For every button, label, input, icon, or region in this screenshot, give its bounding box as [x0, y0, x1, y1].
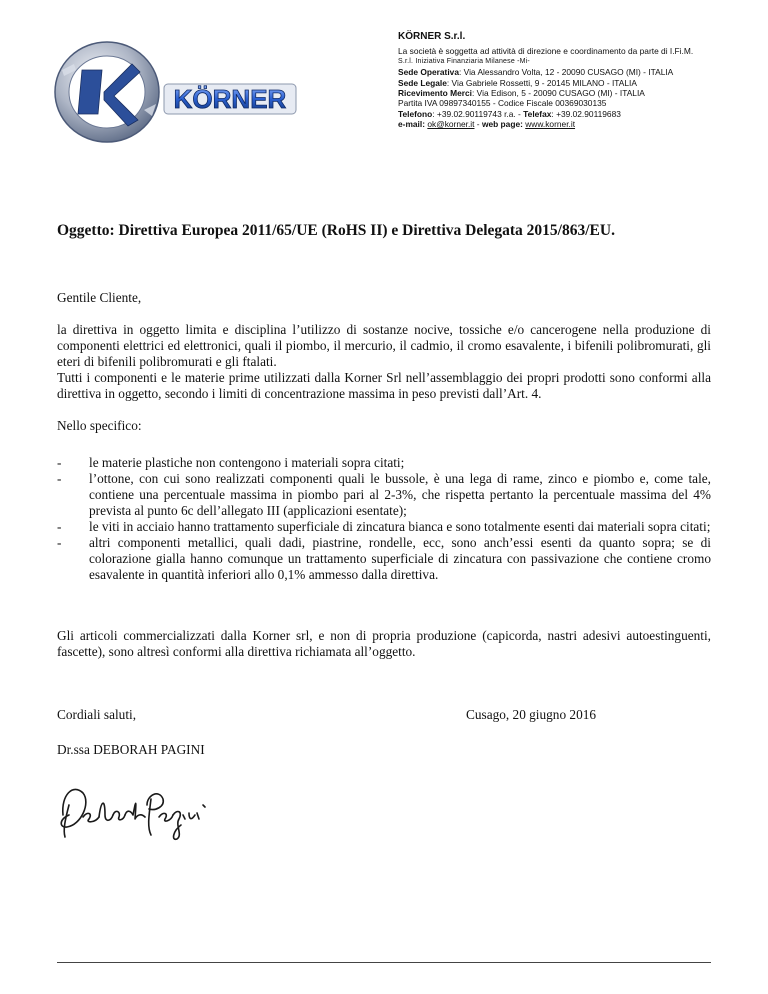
closing-greeting: Cordiali saluti, — [57, 707, 137, 722]
letter-subject: Oggetto: Direttiva Europea 2011/65/UE (RoHS II) e Direttiva Delegata 2015/863/EU. — [57, 222, 615, 239]
list-item: - le viti in acciaio hanno trattamento superficiale di zincatura bianca e sono totalmente esenti dai materiali sopra citati; — [57, 519, 711, 534]
company-piva: Partita IVA 09897340155 - Codice Fiscale 00369030135 — [398, 98, 607, 109]
signer-name: Dr.ssa DEBORAH PAGINI — [57, 742, 205, 757]
korner-logo — [52, 40, 302, 150]
company-header — [398, 32, 728, 130]
paragraph-3: Nello specifico: — [57, 418, 142, 433]
handwritten-signature — [55, 775, 215, 845]
detail-list — [57, 455, 711, 583]
web-link[interactable]: www.korner.it — [525, 119, 576, 130]
company-sede-operativa: Sede Operativa: Via Alessandro Volta, 12 - 20090 CUSAGO (MI) - ITALIA — [398, 67, 674, 78]
paragraph-1: la direttiva in oggetto limita e disciplina l’utilizzo di sostanze nocive, tossiche e/o cancerogene nella produzione di componenti elettrici ed elettronici, quali il piombo, il mercurio, il cadmio, il cromo esavalente, i bifenili polibromurati, gli eteri di bifenili polibromurati e gli ftalati. — [57, 322, 711, 369]
list-item: - altri componenti metallici, quali dadi, piastrine, rondelle, ecc, sono anch’essi esenti da quanto sopra; se di colorazione gialla hanno comunque un trattamento superficiale di zincatura con passivazione che contiene cromo esavalente in quantità inferiori allo 0,1% ammesso dalla direttiva. — [57, 535, 711, 582]
footer-divider — [57, 962, 711, 963]
place-date: Cusago, 20 giugno 2016 — [466, 707, 597, 722]
email-link[interactable]: ok@korner.it — [427, 119, 475, 130]
company-contacts: e-mail: ok@korner.it - web page: www.korner.it — [398, 119, 576, 130]
logo-text: KÖRNER — [173, 84, 287, 114]
company-sede-legale: Sede Legale: Via Gabriele Rossetti, 9 - 20145 MILANO - ITALIA — [398, 77, 637, 88]
paragraph-2: Tutti i componenti e le materie prime utilizzati dalla Korner Srl nell’assemblaggio dei propri prodotti sono conformi alla direttiva in oggetto, secondo i limiti di concentrazione massima in peso previsti dall’Art. 4. — [57, 370, 711, 401]
paragraph-4: Gli articoli commercializzati dalla Korner srl, e non di propria produzione (capicorda, nastri adesivi autoestinguenti, fascette), sono altresì conformi alla direttiva richiamata all’oggetto. — [57, 628, 711, 659]
salutation: Gentile Cliente, — [57, 290, 142, 305]
list-item: - l’ottone, con cui sono realizzati componenti quali le bussole, è una lega di rame, zinco e piombo e, come tale, contiene una percentuale massima in piombo pari al 2-3%, che rispetta pertanto la percentuale massima del 4% prevista al punto 6c dell’allegato III (applicazioni esentate); — [57, 471, 711, 518]
company-phones: Telefono: +39.02.90119743 r.a. - Telefax: +39.02.90119683 — [398, 108, 621, 119]
company-line-2: S.r.l. Iniziativa Finanziaria Milanese -Mi- — [398, 57, 530, 65]
company-name: KÖRNER S.r.l. — [398, 31, 466, 42]
list-item: - le materie plastiche non contengono i materiali sopra citati; — [57, 455, 405, 470]
company-line-1: La società è soggetta ad attività di direzione e coordinamento da parte di I.Fi.M. — [398, 46, 694, 57]
company-ricevimento: Ricevimento Merci: Via Edison, 5 - 20090 CUSAGO (MI) - ITALIA — [398, 88, 645, 99]
